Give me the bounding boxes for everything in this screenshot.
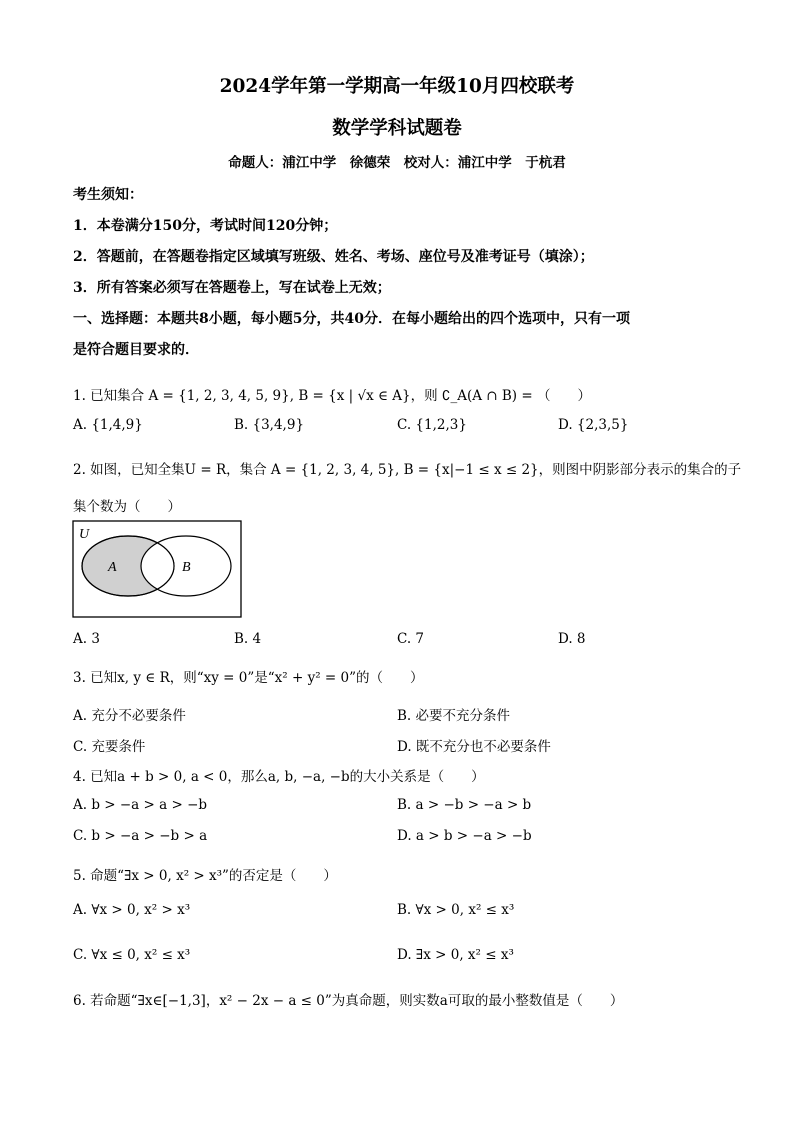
question-5-option-d: D. ∃x > 0, x² ≤ x³	[397, 947, 514, 963]
section-heading-line2: 是符合题目要求的．	[73, 342, 199, 358]
question-6-stem: 6. 若命题“∃x∈[−1,3]，x² − 2x − a ≤ 0”为真命题，则实数a可取的最小整数值是（ ）	[73, 993, 624, 1009]
set-b-label: B	[182, 560, 191, 575]
question-2-stem-line2: 集个数为（ ）	[73, 499, 181, 515]
exam-title: 2024学年第一学期高一年级10月四校联考	[219, 76, 575, 97]
venn-diagram	[70, 518, 246, 622]
question-1-option-a: A. {1,4,9}	[73, 417, 143, 433]
notice-item-2: 2．答题前，在答题卷指定区域填写班级、姓名、考场、座位号及准考证号（填涂）；	[73, 249, 594, 265]
question-3-stem: 3. 已知x, y ∈ R，则“xy = 0”是“x² + y² = 0”的（ ）	[73, 670, 424, 686]
question-2-stem-line1: 2. 如图，已知全集U = R，集合 A = {1, 2, 3, 4, 5}, B = {x|−1 ≤ x ≤ 2}，则图中阴影部分表示的集合的子	[73, 462, 742, 478]
question-3-option-c: C. 充要条件	[73, 739, 146, 755]
question-5-option-c: C. ∀x ≤ 0, x² ≤ x³	[73, 947, 191, 963]
notice-heading: 考生须知：	[73, 187, 143, 203]
question-4-option-d: D. a > b > −a > −b	[397, 828, 532, 844]
question-1-stem: 1. 已知集合 A = {1, 2, 3, 4, 5, 9}, B = {x | √x ∈ A}，则 ∁_A(A ∩ B) = （ ）	[73, 388, 591, 404]
question-5-stem: 5. 命题“∃x > 0, x² > x³”的否定是（ ）	[73, 868, 337, 884]
question-1-option-d: D. {2,3,5}	[558, 417, 629, 433]
question-5-option-b: B. ∀x > 0, x² ≤ x³	[397, 902, 515, 918]
question-2-option-b: B. 4	[234, 631, 262, 647]
question-3-option-b: B. 必要不充分条件	[397, 708, 511, 724]
question-4-option-b: B. a > −b > −a > b	[397, 797, 532, 813]
question-3-option-a: A. 充分不必要条件	[73, 708, 186, 724]
notice-item-1: 1．本卷满分150分，考试时间120分钟；	[73, 218, 338, 234]
question-3-option-d: D. 既不充分也不必要条件	[397, 739, 551, 755]
question-2-option-c: C. 7	[397, 631, 425, 647]
question-2-option-a: A. 3	[73, 631, 100, 647]
exam-subtitle: 数学学科试题卷	[332, 118, 462, 139]
notice-item-3: 3．所有答案必须写在答题卷上，写在试卷上无效；	[73, 280, 391, 296]
question-4-option-a: A. b > −a > a > −b	[73, 797, 208, 813]
set-a-label: A	[108, 560, 117, 575]
author-line: 命题人：浦江中学 徐德荣 校对人：浦江中学 于杭君	[228, 155, 566, 171]
question-1-option-b: B. {3,4,9}	[234, 417, 305, 433]
section-heading-line1: 一、选择题：本题共8小题，每小题5分，共40分．在每小题给出的四个选项中，只有一项	[73, 311, 630, 327]
question-4-stem: 4. 已知a + b > 0, a < 0，那么a, b, −a, −b的大小关系是（ ）	[73, 769, 485, 785]
question-5-option-a: A. ∀x > 0, x² > x³	[73, 902, 191, 918]
question-4-option-c: C. b > −a > −b > a	[73, 828, 208, 844]
question-2-option-d: D. 8	[558, 631, 586, 647]
question-1-option-c: C. {1,2,3}	[397, 417, 467, 433]
universe-label: U	[79, 527, 90, 542]
